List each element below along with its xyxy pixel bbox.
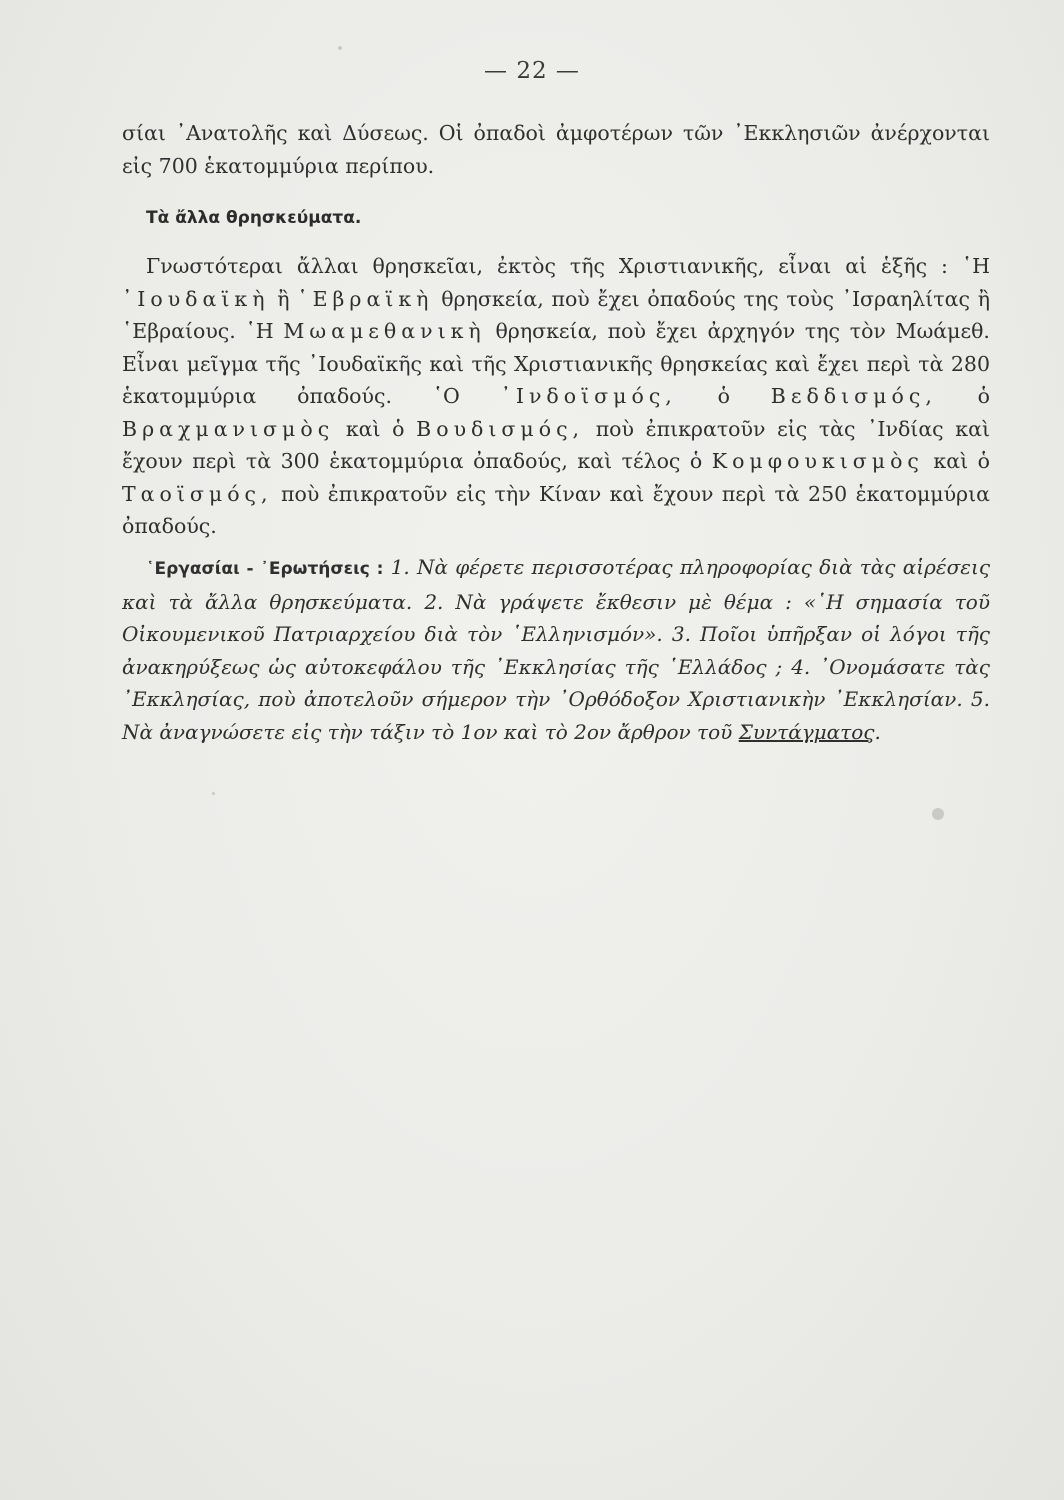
exercise-question-3: 3. Ποῖοι ὑπῆρξαν οἱ λόγοι τῆς ἀνακηρύξεως ὡς αὐτοκεφάλου τῆς ᾿Εκκλησίας τῆς ῾Ελλάδος ; [122, 622, 991, 679]
text-segment: ῾Η [961, 254, 990, 278]
term-hinduism: ᾿Ινδοϊσμός, [500, 384, 677, 408]
paper-speck [212, 792, 215, 795]
term-buddhism: Βουδισμός, [416, 416, 585, 441]
text-segment: θρησκεία, ποὺ ἔχει ὀπαδούς της τοὺς ᾿Ισραηλίτας ἢ ῾Εβραίους. [122, 286, 990, 343]
term-vedism: Βεδδισμός, [770, 384, 937, 408]
term-judaic: ᾿Ιουδαϊκὴ [122, 286, 270, 311]
term-mohammedan: Μωαμεθανικὴ [283, 319, 486, 343]
text-segment: ῾Ο [432, 384, 460, 408]
text-segment: ὁ [717, 384, 730, 408]
exercise-question-5-end: . [874, 719, 881, 744]
text-segment: ποὺ ἐπικρατοῦν εἰς τὰς ᾿Ινδίας καὶ ἔχουν περὶ τὰ 300 ἑκατομμύρια ὀπαδούς, καὶ τέλος ὁ [122, 416, 990, 473]
intro-paragraph: σίαι ᾿Ανατολῆς καὶ Δύσεως. Οἱ ὀπαδοὶ ἀμφοτέρων τῶν ᾿Εκκλησιῶν ἀνέρχονται εἰς 700 ἑκατομμύρια περίπου. [122, 121, 990, 178]
text-segment: καὶ ὁ [345, 416, 405, 441]
religions-paragraph [122, 250, 990, 543]
page-number: — 22 — [484, 58, 580, 84]
exercise-question-5: 5. Νὰ ἀναγνώσετε εἰς τὴν τάξιν τὸ 1ον καὶ τὸ 2ον ἄρθρον τοῦ [122, 687, 991, 744]
section-heading: Τὰ ἄλλα θρησκεύματα. [146, 208, 362, 228]
text-segment: ἢ [277, 286, 290, 311]
religions-intro-sentence: Γνωστότεραι ἄλλαι θρησκεῖαι, ἐκτὸς τῆς Χριστιανικῆς, εἶναι αἱ ἑξῆς : [146, 254, 948, 278]
exercise-question-4: 4. ᾿Ονομάσατε τὰς ᾿Εκκλησίας, ποὺ ἀποτελοῦν σήμερον τὴν ᾿Ορθόδοξον Χριστιανικὴν ᾿Εκκλησίαν. [122, 654, 991, 711]
text-segment: ῾Η [245, 319, 274, 343]
paper-speck [932, 808, 944, 820]
paper-speck [338, 46, 342, 50]
term-hebrew: ῾Εβραϊκὴ [297, 286, 434, 311]
text-segment: θρησκεία, ποὺ ἔχει ἀρχηγόν της τὸν Μωάμεθ. Εἶναι μεῖγμα τῆς ᾿Ιουδαϊκῆς καὶ τῆς Χριστιανικῆς θρησκείας καὶ ἔχει περὶ τὰ 280 ἑκατομμύρια ὀπαδούς. [122, 319, 990, 408]
constitution-term: Συντάγματος [738, 719, 875, 744]
exercises-title: ῾Εργασίαι - ᾿Ερωτήσεις : [146, 559, 384, 579]
term-confucianism: Κομφουκισμὸς [711, 449, 924, 473]
term-brahmanism: Βραχμανισμὸς [122, 416, 335, 441]
term-taoism: Ταοϊσμός, [122, 481, 273, 506]
text-segment: ποὺ ἐπικρατοῦν εἰς τὴν Κίναν καὶ ἔχουν περὶ τὰ 250 ἑκατομμύρια ὀπαδούς. [122, 481, 990, 538]
text-segment: καὶ ὁ [933, 449, 990, 473]
exercises-paragraph [122, 551, 990, 748]
text-segment: ὁ [977, 384, 990, 408]
exercise-question-1: 1. Νὰ φέρετε περισσοτέρας πληροφορίας διὰ τὰς αἱρέσεις καὶ τὰ ἄλλα θρησκεύματα. [122, 555, 991, 614]
exercise-question-2: 2. Νὰ γράψετε ἔκθεσιν μὲ θέμα : «῾Η σημασία τοῦ Οἰκουμενικοῦ Πατριαρχείου διὰ τὸν ῾Ελληνισμόν». [122, 589, 990, 646]
